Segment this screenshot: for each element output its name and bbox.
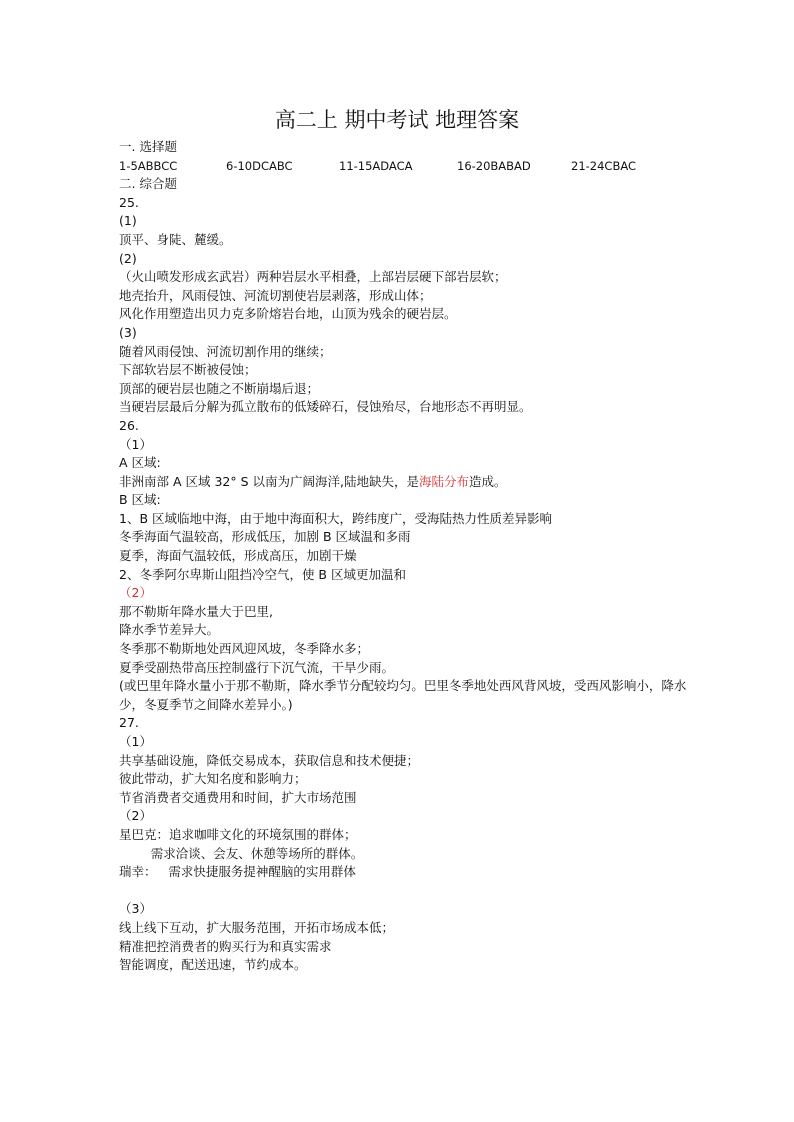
q26-region-b-answer: 1、B 区域临地中海，由于地中海面积大，跨纬度广，受海陆热力性质差异影响 <box>119 510 553 526</box>
q25-part-3-answer: 随着风雨侵蚀、河流切割作用的继续； <box>119 343 332 359</box>
choice-answer-21-24: 21-24CBAC <box>571 158 637 173</box>
q26-region-b-answer: 夏季，海面气温较低，形成高压，加剧干燥 <box>119 548 357 564</box>
q26-part-2-note: (或巴里年降水量小于那不勒斯，降水季节分配较均匀。巴里冬季地处西风背风坡，受西风影响小，降水少，冬夏季节之间降水差异小。) <box>119 678 687 712</box>
question-number-26: 26. <box>119 417 139 433</box>
q25-part-3-label: (3) <box>119 324 137 340</box>
q26-region-a-answer <box>119 473 689 492</box>
page-title: 高二上 期中考试 地理答案 <box>274 108 520 132</box>
q27-part-2-answer: 星巴克：追求咖啡文化的环境氛围的群体； <box>119 826 357 842</box>
q27-part-1-label: （1） <box>119 734 152 749</box>
q25-part-1-label: (1) <box>119 213 137 229</box>
q25-part-2-label: (2) <box>119 250 137 266</box>
q26-region-a-text: 非洲南部 A 区域 32° S 以南为广阔海洋,陆地缺失，是 <box>119 473 419 489</box>
q27-part-2-answer: 需求洽谈、会友、休憩等场所的群体。 <box>119 845 364 861</box>
q26-part-1-label: （1） <box>119 436 152 452</box>
question-number-25: 25. <box>119 194 139 210</box>
q27-part-1-answer: 节省消费者交通费用和时间，扩大市场范围 <box>119 789 357 805</box>
choice-answers-row <box>119 157 689 176</box>
q27-part-1-answer: 共享基础设施，降低交易成本，获取信息和技术便捷； <box>119 752 420 768</box>
q26-region-b-label: B 区域: <box>119 492 161 508</box>
q26-part-2-answer: 降水季节差异大。 <box>119 622 220 638</box>
q26-region-b-answer: 2、冬季阿尔卑斯山阻挡冷空气，使 B 区域更加温和 <box>119 566 406 582</box>
q26-region-b-answer: 冬季海面气温较高，形成低压，加剧 B 区域温和多雨 <box>119 529 411 545</box>
choice-answer-6-10: 6-10DCABC <box>226 158 293 173</box>
answer-body <box>119 138 689 975</box>
q25-part-3-answer: 当硬岩层最后分解为孤立散布的低矮碎石，侵蚀殆尽，台地形态不再明显。 <box>119 399 532 415</box>
q27-part-1-answer: 彼此带动，扩大知名度和影响力； <box>119 771 307 787</box>
choice-answer-1-5: 1-5ABBCC <box>119 158 178 173</box>
q25-part-3-answer: 下部软岩层不断被侵蚀； <box>119 362 257 378</box>
q27-part-3-answer: 线上线下互动，扩大服务范围，开拓市场成本低； <box>119 919 395 935</box>
blank-line <box>119 882 689 901</box>
q25-part-3-answer: 顶部的硬岩层也随之不断崩塌后退； <box>119 380 320 396</box>
section-heading-choice: 一. 选择题 <box>119 139 177 154</box>
choice-answer-11-15: 11-15ADACA <box>339 158 413 173</box>
q26-part-2-answer: 夏季受副热带高压控制盛行下沉气流，干旱少雨。 <box>119 659 395 675</box>
question-number-27: 27. <box>119 715 139 731</box>
q26-part-2-answer: 那不勒斯年降水量大于巴里, <box>119 603 273 619</box>
q25-part-2-answer: 地壳抬升，风雨侵蚀、河流切割使岩层剥落，形成山体； <box>119 287 432 303</box>
q26-region-a-text-end: 造成。 <box>469 473 507 489</box>
q25-part-2-answer: 风化作用塑造出贝力克多阶熔岩台地，山顶为残余的硬岩层。 <box>119 306 457 322</box>
q25-part-1-answer: 顶平、身陡、麓缓。 <box>119 231 232 247</box>
q27-part-2-label: （2） <box>119 808 152 824</box>
q27-part-2-answer: 瑞幸： 需求快捷服务提神醒脑的实用群体 <box>119 864 356 880</box>
q27-part-3-answer: 智能调度，配送迅速，节约成本。 <box>119 957 307 973</box>
q26-part-2-answer: 冬季那不勒斯地处西风迎风坡，冬季降水多； <box>119 641 370 657</box>
q26-region-a-label: A 区域: <box>119 455 161 471</box>
q27-part-3-answer: 精准把控消费者的购买行为和真实需求 <box>119 938 332 954</box>
section-heading-comprehensive: 二. 综合题 <box>119 176 177 192</box>
q25-part-2-answer: （火山喷发形成玄武岩）两种岩层水平相叠，上部岩层硬下部岩层软； <box>119 269 507 285</box>
q26-part-2-label: （2） <box>119 585 152 601</box>
choice-answer-16-20: 16-20BABAD <box>457 158 531 173</box>
highlight-land-sea-distribution: 海陆分布 <box>418 473 469 489</box>
q27-part-3-label: （3） <box>119 901 152 917</box>
